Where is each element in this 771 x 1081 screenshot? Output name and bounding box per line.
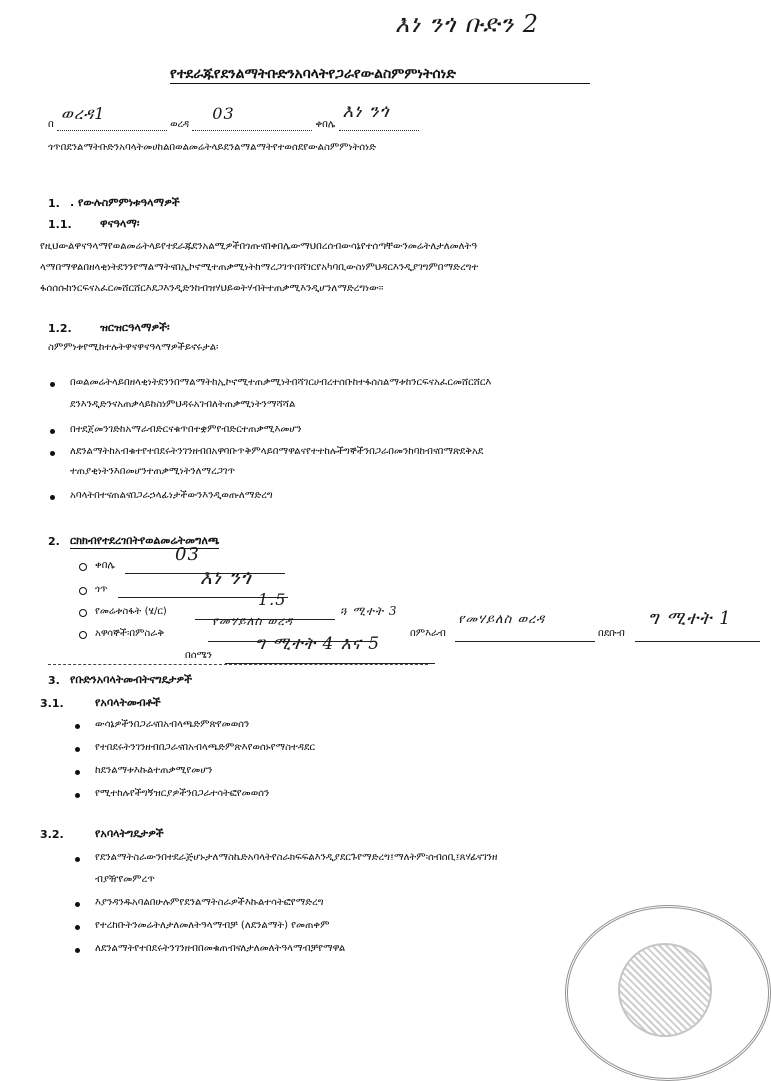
s2-west-value: የመሃይለስ ወረዳ [458,612,546,627]
s31-bullet-text: የሚተከሉየችግኝዝርያዎችንበጋራተሳትፎየመወሰን [95,788,270,799]
s31-num: 3.1. [40,697,64,710]
s12-bullet-text: አባላትበተናጠልናበጋራኃላፊነታችውንእንዲወጡለማድረግ [70,490,273,501]
s11-num: 1.1. [48,218,72,231]
s2-separator [48,664,428,665]
s12-bullet-text: በተደጀመንገድከአማራብድርናቁጥበተቋምየብድርተጠቃሚእመሆን [70,424,302,435]
s12-bullet [70,446,750,457]
s12-bullet-text: ለደንልማትከአብቁተየተበደሩትንገንዘብበአዋባቡጥቅምላይበማዋልናየተተከሉችግኞችንበጋራበመንከባከብናበማጽደቅአደ [70,446,484,457]
kebele-no-value: 03 [212,104,235,123]
s2-south-line [635,627,760,642]
s2-boundary-label: አዋሳኞች፡በምስራቅ [95,628,165,639]
bullet-dot [50,451,55,456]
s2-title: ርክክብየተደረገበትየወልመሬትመግለጫ [70,534,220,547]
s11-line-1: የዚህውልዋናዓላማየወልመሬትላይየተደራጁደንአልሚዎችበጎጡናበቀበሌውማህበረሰብውሳኔየተሰጣቸውንመሬትለታለመለትዓ [40,241,478,252]
s12-bullet [70,490,750,501]
s2-kebele-field [95,560,115,571]
s11-line-3: ፋሰሰሱከንርፍናአፈርመሸርሸርእደጋእንዲድንከብዝሃህይወትሃብትተጠቃሚእንዲሆንለማድረግነው፡፡ [40,283,384,294]
bullet-dot [75,747,80,752]
s2-east-value: የመሃይለስ ወረዳ [212,614,294,628]
s32-bullet-text: ለደንልማትየተበደሩትንገንዘብበመቁጠብናለታለመለትዓላማብቻየማዋል [95,943,346,954]
bullet-dot [75,925,80,930]
bullet-dot [75,770,80,775]
s11-title: ዋናዓላማ፡ [100,217,140,230]
s31-bullet [95,742,695,753]
s31-title: የአባላትመብቶች [95,696,161,709]
s3-num: 3. [48,674,60,687]
s1-num: 1. [48,197,60,210]
s12-bullet [70,377,750,388]
bullet-dot [75,948,80,953]
bullet-dot [50,495,55,500]
intro-line [48,101,419,131]
s1-title: . የውሉስምምነቱዓላማዎች [70,196,180,209]
bullet-circle [79,631,87,639]
official-seal-stamp [565,905,771,1081]
s2-got-label: ጎጥ [95,584,108,595]
bullet-dot [75,857,80,862]
woreda-blank [57,104,167,131]
s3-title: የቡድንአባላትመብትናግዴታዎች [70,673,192,686]
s2-north-label: በሰሜን [185,650,212,661]
s2-area-value: 1.5 [258,590,287,609]
s31-bullet [95,719,695,730]
s32-bullet-cont: ብያዥየመምረጥ [95,874,155,885]
bullet-dot [75,902,80,907]
s31-bullet-text: የተበደሩትንገንዘብበጋራናበአብላጫድምጽእየወሰኑየማስተዳደር [95,742,315,753]
seal-emblem-icon [618,943,712,1037]
s2-got-value: እነ ንጎ [200,565,252,589]
kebele-label: ቀበሌ [315,119,336,130]
s2-south-value: ግ ሚተት 1 [648,608,732,629]
s2-west-line [455,627,595,642]
s12-bullet-cont: ተጠያቂነትንእበመሆንተጠቃሚነትንለማረጋገጥ [70,466,236,477]
kebele-no-blank [192,104,312,131]
s2-south-label: በደቡብ [598,628,625,639]
bullet-dot [75,793,80,798]
s2-area-field [95,606,167,617]
handwritten-group-note: እነ ንጎ ቡድን 2 [395,10,540,38]
s32-bullet-text: የተረከቡትንመሬትለታለመለትዓላማብቻ (ለደንልማት) የመጠቀም [95,920,330,931]
s32-title: የአባላትግዴታዎች [95,827,164,840]
s2-west-label: በምእራብ [410,628,446,639]
intro-line-2: ጎጥበደንልማትቡድንአባላትመሀከልበወልመሬትላይደንልማልማትየተወሰደየውልስምምነትሰነድ [48,142,377,153]
s32-bullet [95,852,745,863]
woreda-label: ወረዳ [170,119,190,130]
s2-boundary-field [95,628,164,639]
s2-north-value: ግ ሚተት 4 እና 5 [255,634,381,654]
bullet-dot [75,724,80,729]
s31-bullet [95,788,695,799]
s11-paragraph [40,236,740,299]
s32-num: 3.2. [40,828,64,841]
bullet-circle [79,587,87,595]
bullet-dot [50,382,55,387]
s32-bullet-text: እያንዳንዱአባልበሁሉምየደንልማትስራዎችእኩልተሳትፎየማድረግ [95,897,324,908]
s12-intro: ስምምነቱየሚከተሉትዋናዋናዓላማዎችይኖሩታል፡ [48,342,219,353]
s2-kebele-label: ቀበሌ [95,560,115,571]
s2-got-field [95,584,108,595]
s11-line-2: ላማበማዋልበዘላቂነትደንንየማልማትናበኢኮኖሚተጠቃሚነትከማረጋገጥበሻገርየአካባቢውስነምህዳርእንዲያገግምበማድረግተ [40,262,479,273]
bullet-circle [79,563,87,571]
s12-bullet-cont: ደንእንዲድንናአጠቃላይከስነምህዳሩአገብለትጠቃሚነትንማሻሻል [70,399,296,410]
s2-num: 2. [48,535,60,548]
got-blank [339,101,419,131]
s2-east-extra: ጓ ሚተት 3 [340,604,398,618]
s12-num: 1.2. [48,322,72,335]
intro-prefix: በ [48,119,54,130]
s12-bullet [70,424,750,435]
woreda-value: ወረዳ1 [60,104,106,123]
got-value: እነ ንጎ [342,101,390,122]
s12-title: ዝርዝርዓላማዎች፡ [100,321,170,334]
s31-bullet-text: ከደንልማቱእኩልተጠቃሚየመሆን [95,765,213,776]
s2-kebele-value: 03 [175,544,200,565]
s32-bullet-text: የደንልማትስራውንበተደራጅሆኑታለማስኬድአባላትየስራክፍፍልእንዲያደርጉየማድረግ፤ማለትም፡ሰብሰቢ፤ጸሃፊናገንዘ [95,852,498,863]
s31-bullet [95,765,695,776]
s12-bullet-text: በወልመሬትላይበዘላቂነትደንንበማልማትከኢኮኖሚተጠቃሚነትበሻገርሀብረተሰቡከተፋሰስልማቱከንርፍናአፈርመሸርሸርእ [70,377,492,388]
s2-area-label: የመሬቱስፋት (ሄ/ር) [95,606,167,617]
bullet-dot [50,429,55,434]
s31-bullet-text: ውሳኔዎችንበጋራናበአብላጫድምጽየመወሰን [95,719,250,730]
bullet-circle [79,609,87,617]
document-title: የተደራጁየደንልማትቡድንአባላትየጋራየውልስምምነትሰነድ [170,66,590,84]
